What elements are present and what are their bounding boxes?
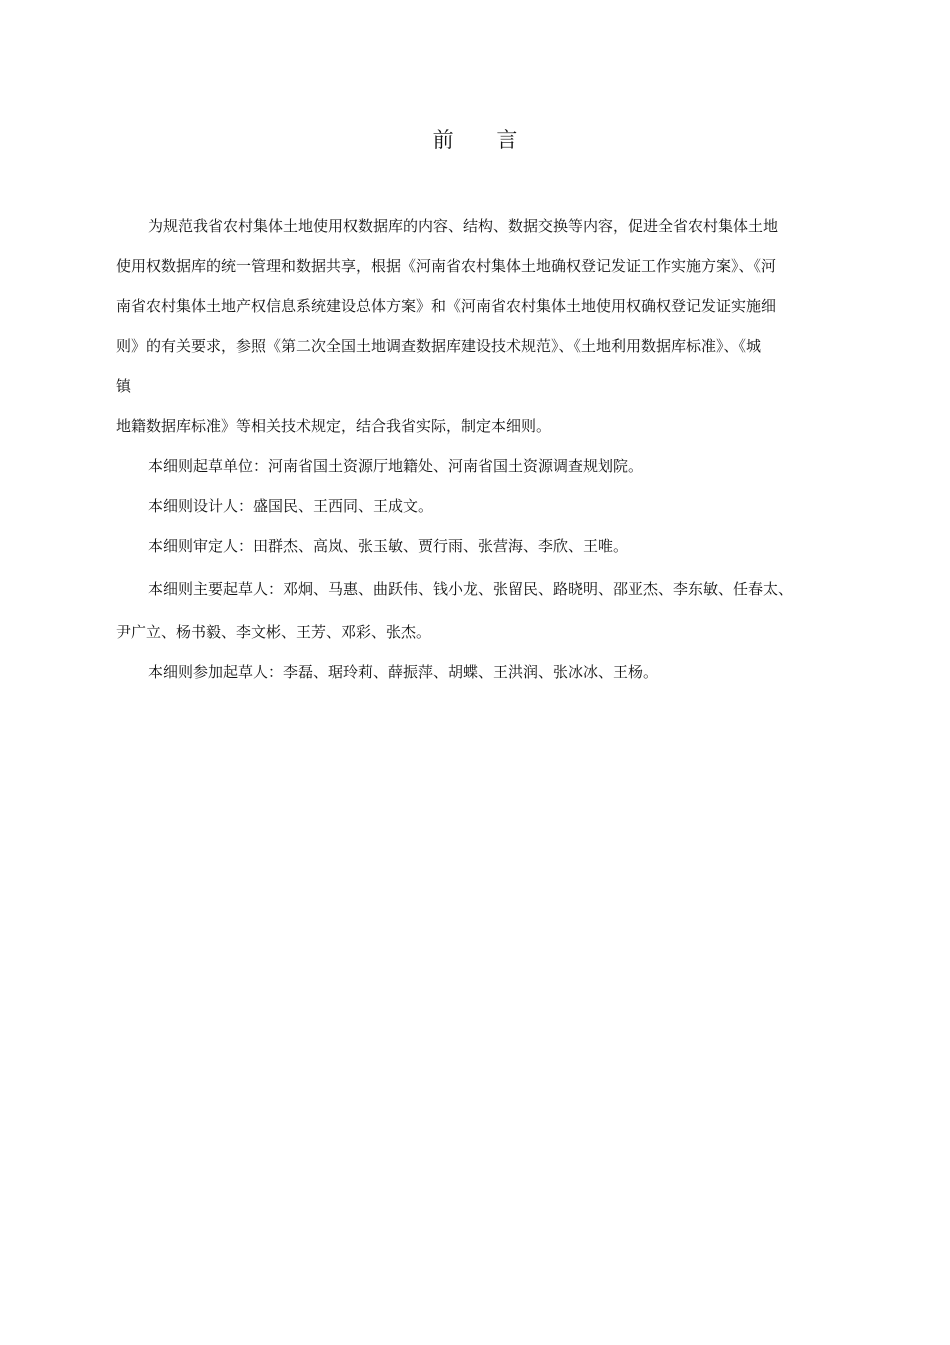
paragraph-1-line-3: 南省农村集体土地产权信息系统建设总体方案》和《河南省农村集体土地使用权确权登记发证实施细: [116, 297, 777, 315]
drafting-unit-paragraph: 本细则起草单位：河南省国土资源厅地籍处、河南省国土资源调查规划院。: [148, 457, 644, 475]
designers-paragraph: 本细则设计人：盛国民、王西同、王成文。: [148, 497, 434, 515]
main-drafters-line-2: 尹广立、杨书毅、李文彬、王芳、邓彩、张杰。: [116, 623, 432, 641]
paragraph-1-line-4: 则》的有关要求，参照《第二次全国土地调查数据库建设技术规范》、《土地利用数据库标准》、《城: [116, 337, 762, 355]
paragraph-1-line-2: 使用权数据库的统一管理和数据共享，根据《河南省农村集体土地确权登记发证工作实施方案》、《河: [116, 257, 777, 275]
main-drafters-line-1: 本细则主要起草人：邓炯、马惠、曲跃伟、钱小龙、张留民、路晓明、邵亚杰、李东敏、任春太、: [148, 580, 794, 598]
page-title: 前 言: [432, 128, 536, 152]
paragraph-1-line-1: 为规范我省农村集体土地使用权数据库的内容、结构、数据交换等内容，促进全省农村集体土地: [148, 217, 779, 235]
participating-drafters-paragraph: 本细则参加起草人：李磊、琚玲莉、薛振萍、胡蝶、王洪润、张冰冰、王杨。: [148, 663, 659, 681]
paragraph-1-line-5: 镇: [116, 377, 132, 395]
paragraph-1-line-6: 地籍数据库标准》等相关技术规定，结合我省实际，制定本细则。: [116, 417, 552, 435]
preface-body: [116, 206, 856, 692]
reviewers-paragraph: 本细则审定人：田群杰、高岚、张玉敏、贾行雨、张营海、李欣、王唯。: [148, 537, 629, 555]
